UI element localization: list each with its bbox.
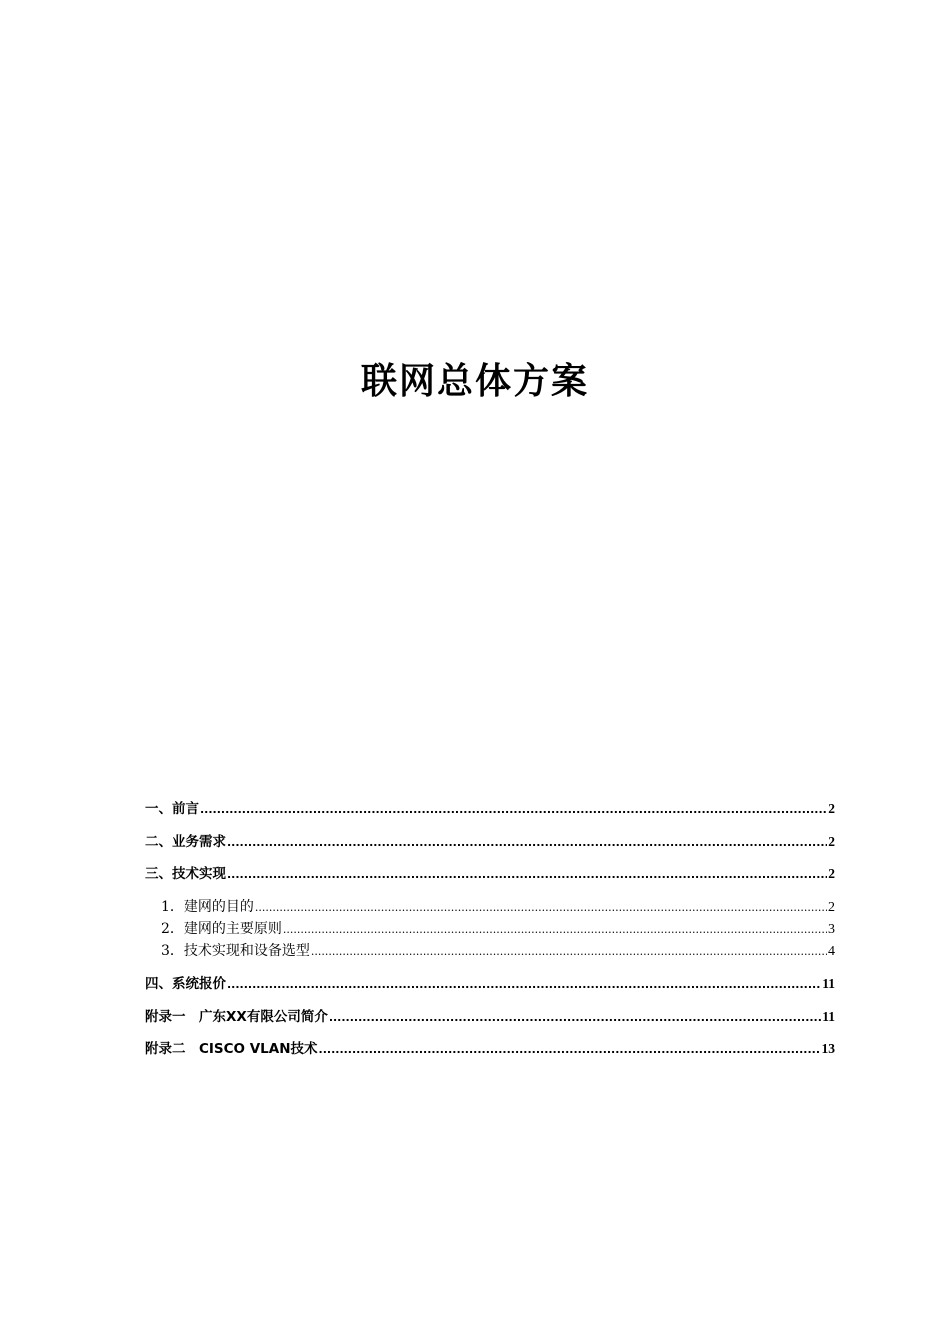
toc-entry-preface[interactable]: [145, 798, 835, 820]
toc-page-number: 2: [828, 801, 835, 816]
toc-dot-leader: [227, 973, 821, 996]
toc-dot-leader: [319, 1038, 821, 1061]
toc-dot-leader: [329, 1006, 821, 1029]
toc-dot-leader: [200, 798, 827, 821]
toc-entry-label: 三、技术实现: [145, 866, 226, 882]
toc-entry-label: 一、前言: [145, 801, 199, 817]
toc-dot-leader: [255, 896, 827, 919]
toc-dot-leader: [311, 940, 827, 963]
toc-page-number: 2: [828, 866, 835, 881]
toc-page-number: 2: [828, 900, 835, 915]
toc-page-number: 4: [828, 944, 835, 959]
document-title: 联网总体方案: [360, 361, 589, 402]
toc-dot-leader: [227, 831, 827, 854]
toc-entry-network-purpose[interactable]: [145, 896, 835, 918]
toc-entry-appendix-2[interactable]: [145, 1038, 835, 1060]
toc-entry-label: 附录一 广东XX有限公司简介: [145, 1009, 328, 1025]
toc-entry-technical-implementation[interactable]: [145, 863, 835, 885]
toc-page-number: 2: [828, 834, 835, 849]
toc-page-number: 13: [821, 1041, 835, 1056]
toc-entry-business-requirements[interactable]: [145, 831, 835, 853]
toc-entry-label: 二、业务需求: [145, 834, 226, 850]
toc-entry-system-quotation[interactable]: [145, 973, 835, 995]
toc-page-number: 11: [822, 1009, 835, 1024]
toc-page-number: 3: [828, 922, 835, 937]
toc-entry-equipment-selection[interactable]: [145, 940, 835, 962]
toc-dot-leader: [227, 863, 827, 886]
toc-entry-label: 附录二 CISCO VLAN技术: [145, 1041, 318, 1057]
toc-entry-label: 2．建网的主要原则: [161, 921, 282, 937]
toc-entry-label: 3．技术实现和设备选型: [161, 943, 310, 959]
toc-dot-leader: [283, 918, 827, 941]
toc-entry-label: 四、系统报价: [145, 976, 226, 992]
toc-page-number: 11: [822, 976, 835, 991]
toc-entry-appendix-1[interactable]: [145, 1006, 835, 1028]
toc-entry-main-principles[interactable]: [145, 918, 835, 940]
toc-entry-label: 1．建网的目的: [161, 899, 254, 915]
